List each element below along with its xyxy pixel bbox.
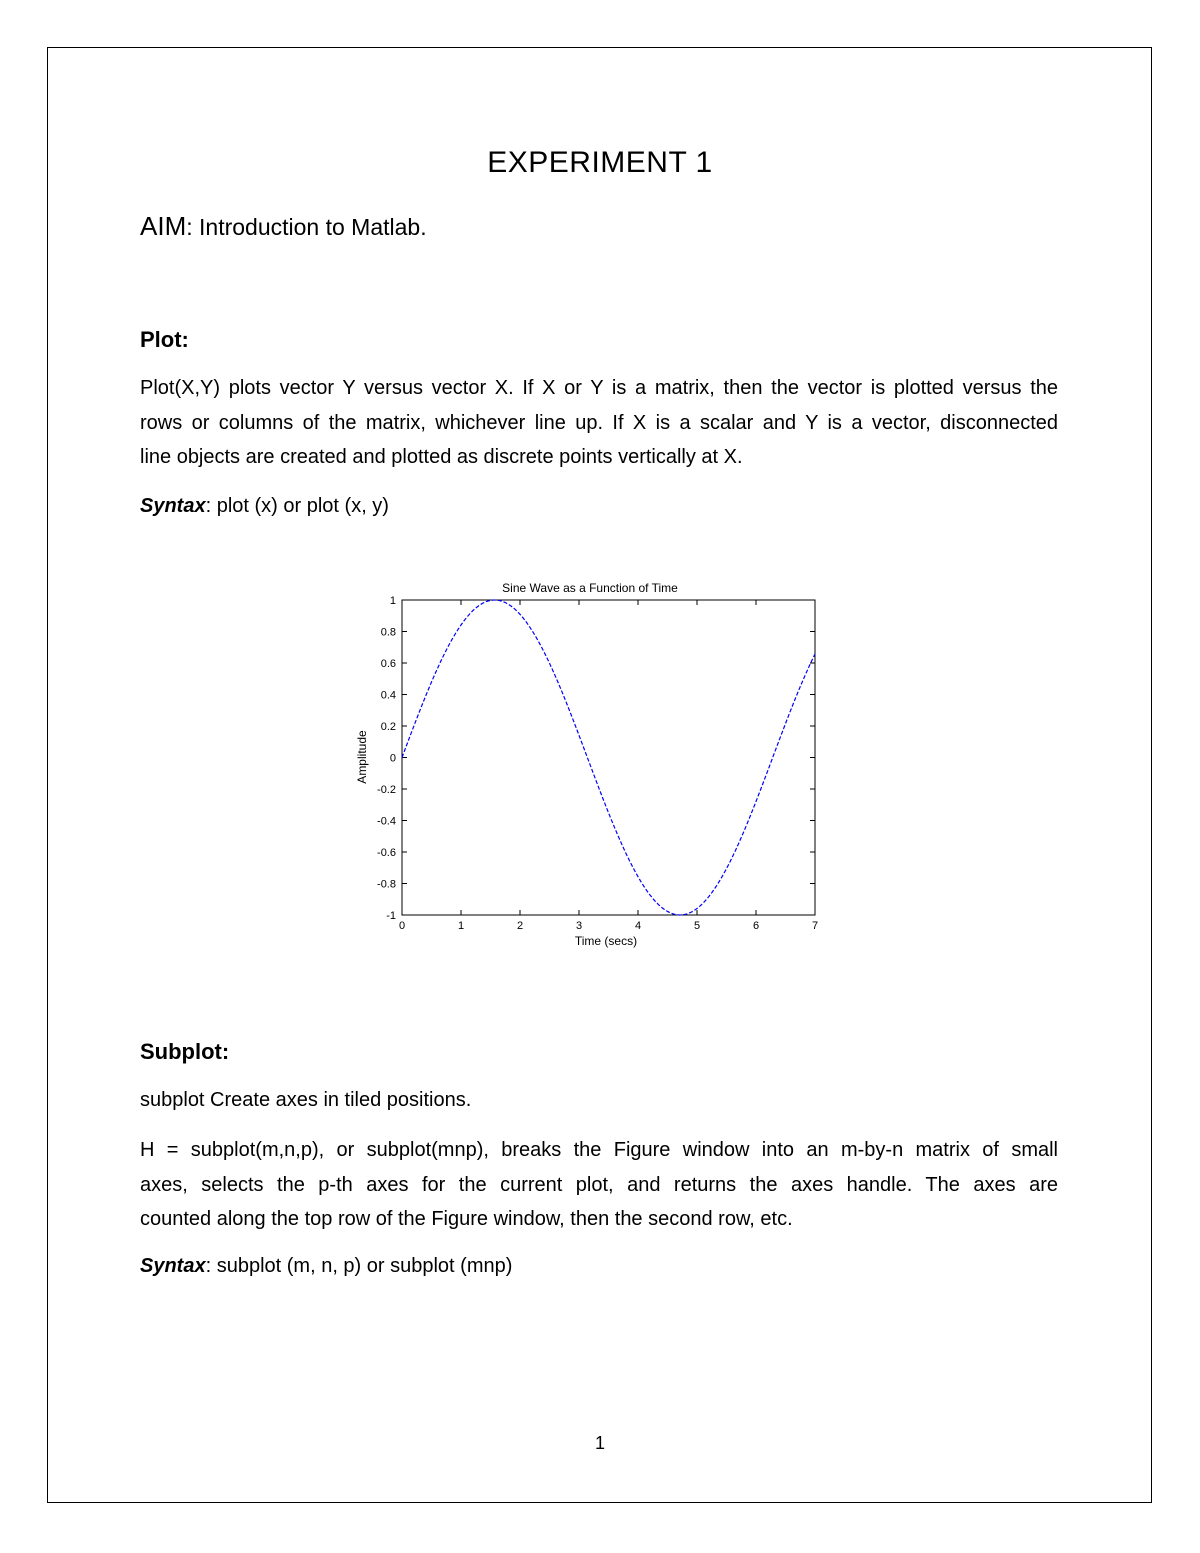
x-tick-label: 7 — [811, 920, 819, 932]
subplot-syntax-label: Syntax — [140, 1255, 206, 1277]
subplot-description-line: axes, selects the p-th axes for the current plot, and returns the axes handle. The axes are — [140, 1173, 1058, 1196]
plot-area-frame — [402, 600, 815, 915]
y-tick-label: 0.4 — [380, 689, 396, 702]
x-axis-label: Time (secs) — [574, 934, 638, 948]
y-tick-label: -0.8 — [377, 878, 396, 891]
subplot-syntax-text: : subplot (m, n, p) or subplot (mnp) — [205, 1255, 513, 1277]
subplot-intro: subplot Create axes in tiled positions. — [140, 1089, 472, 1111]
plot-description-line: Plot(X,Y) plots vector Y versus vector X. If X or Y is a matrix, then the vector is plotted versus the — [140, 377, 1058, 399]
x-tick-label: 1 — [457, 920, 465, 932]
plot-description — [140, 371, 1058, 475]
aim-label: AIM — [140, 211, 187, 241]
y-tick-label: 0 — [389, 752, 396, 765]
y-tick-label: -0.4 — [377, 815, 396, 828]
subplot-syntax — [140, 1255, 512, 1278]
y-tick-label: 0.2 — [380, 721, 396, 733]
plot-description-line: rows or columns of the matrix, whichever line up. If X is a scalar and Y is a vector, disconnected — [140, 411, 1058, 434]
y-tick-label: -1 — [386, 910, 396, 922]
x-tick-label: 5 — [693, 920, 701, 932]
plot-syntax — [140, 495, 389, 518]
plot-syntax-label: Syntax — [140, 495, 206, 517]
page-title: EXPERIMENT 1 — [487, 146, 713, 179]
plot-syntax-text: : plot (x) or plot (x, y) — [205, 495, 389, 517]
plot-heading: Plot: — [140, 327, 189, 352]
x-tick-label: 0 — [398, 920, 406, 932]
plot-description-line: line objects are created and plotted as discrete points vertically at X. — [140, 446, 743, 468]
subplot-description-line: counted along the top row of the Figure window, then the second row, etc. — [140, 1208, 793, 1230]
x-tick-label: 3 — [575, 920, 583, 932]
y-tick-label: -0.6 — [377, 847, 396, 859]
axis-ticks — [377, 595, 818, 932]
x-tick-label: 2 — [516, 920, 524, 932]
aim-line — [140, 211, 427, 242]
y-tick-label: 0.6 — [380, 658, 396, 670]
sine-wave-chart — [340, 570, 840, 965]
x-tick-label: 4 — [634, 920, 642, 932]
x-tick-label: 6 — [752, 920, 760, 932]
aim-text: : Introduction to Matlab. — [186, 214, 427, 240]
y-tick-label: 1 — [389, 595, 396, 607]
sine-wave-line — [402, 600, 815, 915]
subplot-heading: Subplot: — [140, 1039, 230, 1064]
y-axis-label: Amplitude — [355, 730, 369, 784]
y-tick-label: 0.8 — [380, 626, 396, 639]
page-number: 1 — [594, 1433, 605, 1453]
subplot-description — [140, 1133, 1058, 1237]
chart-title: Sine Wave as a Function of Time — [502, 581, 678, 595]
y-tick-label: -0.2 — [377, 784, 396, 796]
subplot-description-line: H = subplot(m,n,p), or subplot(mnp), breaks the Figure window into an m-by-n matrix of small — [140, 1139, 1058, 1161]
